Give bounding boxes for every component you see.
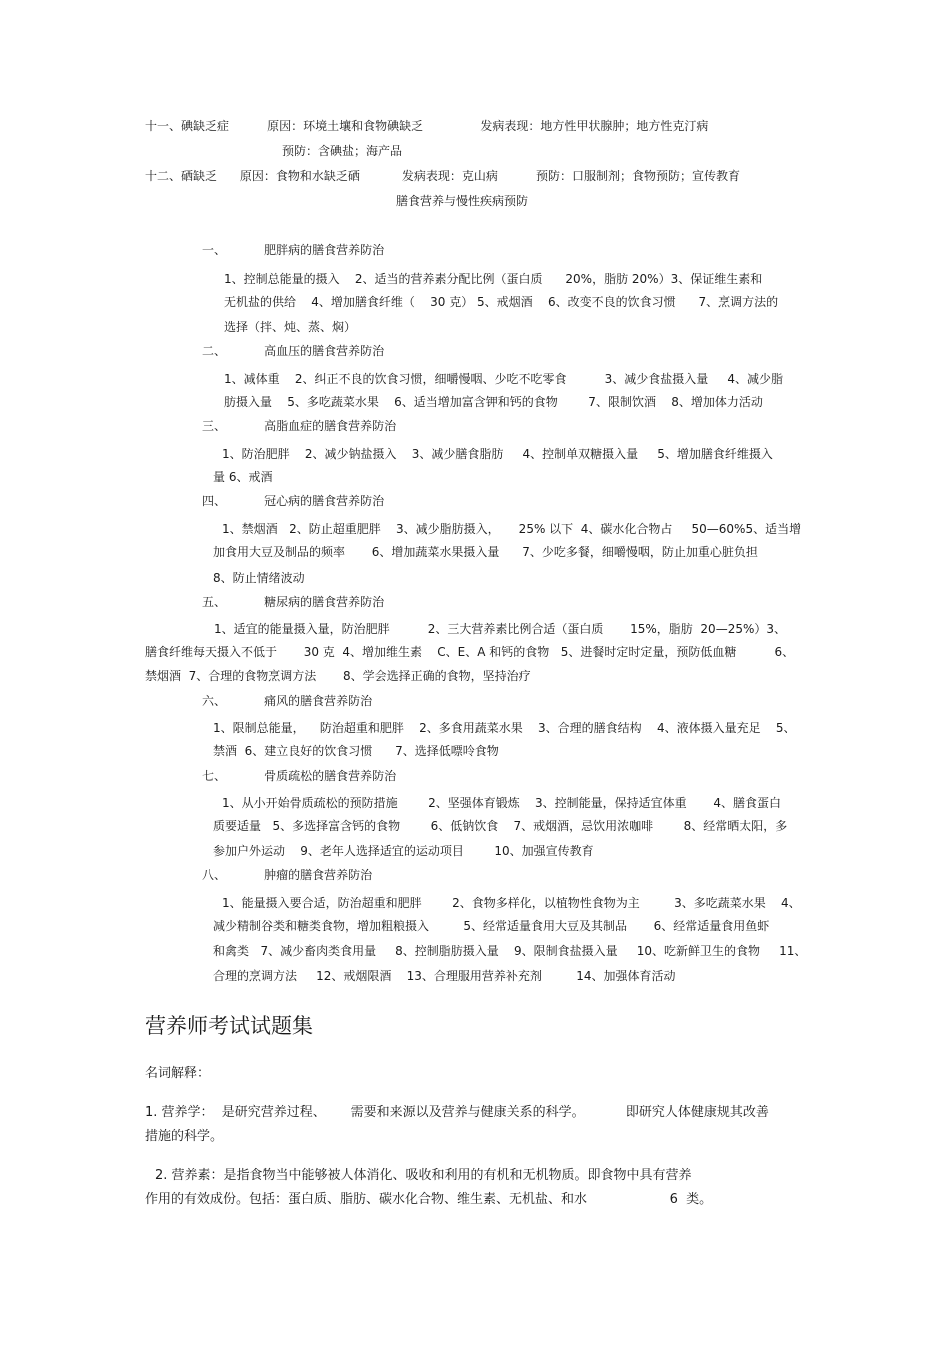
iodine-prevention-line: 预防：含碘盐；海产品 [282,144,403,158]
disease-heading: 六、 痛风的膳食营养防治 [202,694,373,708]
terms-label: 名词解释： [145,1066,211,1081]
disease-line: 8、防止情绪波动 [213,571,305,585]
disease-line: 1、控制总能量的摄入 2、适当的营养素分配比例（蛋白质 20%，脂肪 20%）3、保证维生素和 [224,272,763,286]
disease-line: 1、限制总能量， 防治超重和肥胖 2、多食用蔬菜水果 3、合理的膳食结构 4、液体摄入量充足 5、 [213,721,796,735]
disease-heading: 五、 糖尿病的膳食营养防治 [202,595,385,609]
disease-line: 1、适宜的能量摄入量，防治肥胖 2、三大营养素比例合适（蛋白质 15%，脂肪 20—25%）3、 [214,622,786,636]
disease-line: 和禽类 7、减少畜肉类食用量 8、控制脂肪摄入量 9、限制食盐摄入量 10、吃新鲜卫生的食物 11、 [213,944,807,958]
disease-line: 1、减体重 2、纠正不良的饮食习惯，细嚼慢咽、少吃不吃零食 3、减少食盐摄入量 4、减少脂 [224,372,784,386]
disease-heading: 一、 肥胖病的膳食营养防治 [202,243,385,257]
disease-line: 1、从小开始骨质疏松的预防措施 2、坚强体育锻炼 3、控制能量，保持适宜体重 4、膳食蛋白 [222,796,782,810]
disease-line: 加食用大豆及制品的频率 6、增加蔬菜水果摄入量 7、少吃多餐，细嚼慢咽，防止加重心脏负担 [213,545,758,559]
disease-line: 1、能量摄入要合适，防治超重和肥胖 2、食物多样化，以植物性食物为主 3、多吃蔬菜水果 4、 [222,896,801,910]
disease-line: 合理的烹调方法 12、戒烟限酒 13、合理服用营养补充剂 14、加强体育活动 [213,969,676,983]
selenium-deficiency-line: 十二、硒缺乏 原因：食物和水缺乏硒 发病表现：克山病 预防：口服制剂；食物预防；宣传教育 [145,169,740,183]
disease-line: 肪摄入量 5、多吃蔬菜水果 6、适当增加富含钾和钙的食物 7、限制饮酒 8、增加体力活动 [224,395,763,409]
disease-line: 1、防治肥胖 2、减少钠盐摄入 3、减少膳食脂肪 4、控制单双糖摄入量 5、增加膳食纤维摄入 [222,447,773,461]
disease-line: 膳食纤维每天摄入不低于 30 克 4、增加维生素 C、E、A 和钙的食物 5、进餐时定时定量，预防低血糖 6、 [145,645,795,659]
disease-line: 质要适量 5、多选择富含钙的食物 6、低钠饮食 7、戒烟酒，忌饮用浓咖啡 8、经常晒太阳，多 [213,819,788,833]
disease-line: 减少精制谷类和糖类食物，增加粗粮摄入 5、经常适量食用大豆及其制品 6、经常适量食用鱼虾 [213,919,770,933]
disease-line: 禁酒 6、建立良好的饮食习惯 7、选择低嘌呤食物 [213,744,499,758]
term-definition: 1. 营养学： 是研究营养过程、 需要和来源以及营养与健康关系的科学。 即研究人体健康规其改善 [145,1105,769,1120]
disease-line: 无机盐的供给 4、增加膳食纤维（ 30 克） 5、戒烟酒 6、改变不良的饮食习惯 7、烹调方法的 [224,295,779,309]
disease-line: 参加户外运动 9、老年人选择适宜的运动项目 10、加强宣传教育 [213,844,594,858]
disease-heading: 二、 高血压的膳食营养防治 [202,344,385,358]
iodine-deficiency-line: 十一、碘缺乏症 原因：环境土壤和食物碘缺乏 发病表现：地方性甲状腺肿；地方性克汀病 [145,119,709,133]
exam-title: 营养师考试试题集 [145,1014,313,1038]
disease-heading: 八、 肿瘤的膳食营养防治 [202,868,373,882]
term-definition: 2. 营养素：是指食物当中能够被人体消化、吸收和利用的有机和无机物质。即食物中具有营养 [155,1168,692,1183]
disease-line: 禁烟酒 7、合理的食物烹调方法 8、学会选择正确的食物，坚持治疗 [145,669,531,683]
term-definition: 措施的科学。 [145,1129,224,1144]
disease-heading: 四、 冠心病的膳食营养防治 [202,494,385,508]
disease-heading: 三、 高脂血症的膳食营养防治 [202,419,397,433]
disease-line: 量 6、戒酒 [213,470,273,484]
term-definition: 作用的有效成份。包括：蛋白质、脂肪、碳水化合物、维生素、无机盐、和水 6 类。 [145,1192,713,1207]
section-title: 膳食营养与慢性疾病预防 [396,194,529,208]
disease-line: 选择（拌、炖、蒸、焖） [224,320,357,334]
disease-line: 1、禁烟酒 2、防止超重肥胖 3、减少脂肪摄入， 25% 以下 4、碳水化合物占 50—60%5、适当增 [222,522,802,536]
disease-heading: 七、 骨质疏松的膳食营养防治 [202,769,397,783]
